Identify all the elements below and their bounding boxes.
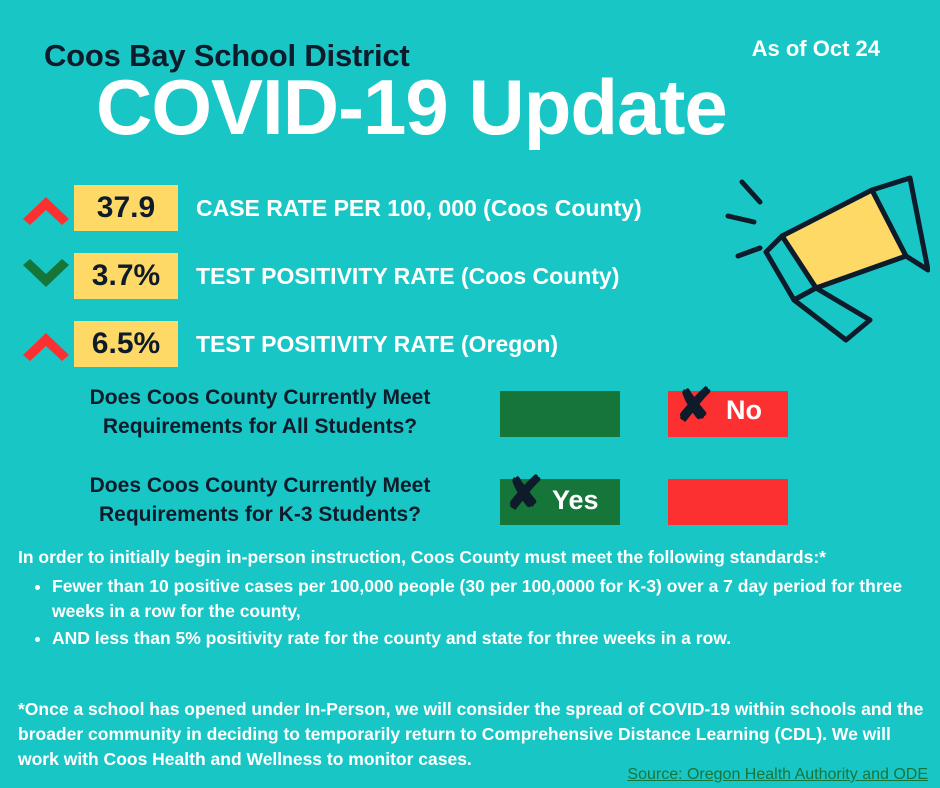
x-mark-icon: ✘	[675, 379, 714, 431]
arrow-down-icon	[18, 253, 74, 299]
stat-row	[18, 250, 619, 302]
stat-label: CASE RATE PER 100, 000 (Coos County)	[196, 194, 642, 221]
question-all-students: Does Coos County Currently Meet Requirements for All Students?	[89, 386, 431, 439]
stat-value: 37.9	[74, 185, 178, 232]
megaphone-icon	[720, 160, 930, 350]
requirements-bullets	[18, 574, 924, 651]
answer-label-no: No	[726, 395, 762, 425]
arrow-up-icon	[18, 185, 74, 231]
stat-row	[18, 318, 558, 370]
x-mark-icon: ✘	[505, 467, 544, 519]
list-item: • AND less than 5% positivity rate for the county and state for three weeks in a row.	[52, 626, 924, 651]
stat-label: TEST POSITIVITY RATE (Oregon)	[196, 330, 559, 357]
requirements-text	[18, 545, 924, 652]
question-k3-students: Does Coos County Currently Meet Requirements for K-3 Students?	[89, 474, 431, 527]
as-of-date: As of Oct 24	[751, 36, 880, 61]
answer-box-green-all-students[interactable]	[500, 391, 620, 437]
answer-label-yes: Yes	[552, 485, 599, 515]
stat-value: 6.5%	[74, 321, 178, 368]
page-title: COVID-19 Update	[96, 63, 727, 151]
footnote-text: *Once a school has opened under In-Person, we will consider the spread of COVID-19 within schools and the broader community in deciding to temporarily return to Comprehensive Distance Learning (CDL). We will work with Coos Health and Wellness to monitor cases.	[18, 699, 924, 769]
answer-box-red-k3-students[interactable]	[668, 479, 788, 525]
arrow-up-icon	[18, 321, 74, 367]
stat-value: 3.7%	[74, 253, 178, 300]
source-link[interactable]: Source: Oregon Health Authority and ODE	[627, 766, 928, 783]
stat-label: TEST POSITIVITY RATE (Coos County)	[196, 262, 620, 289]
district-name: Coos Bay School District	[44, 38, 410, 73]
stat-row	[18, 182, 642, 234]
requirements-intro: In order to initially begin in-person instruction, Coos County must meet the following standards:*	[18, 547, 826, 567]
list-item: • Fewer than 10 positive cases per 100,000 people (30 per 100,0000 for K-3) over a 7 day period for three weeks in a row for the county,	[52, 574, 924, 624]
